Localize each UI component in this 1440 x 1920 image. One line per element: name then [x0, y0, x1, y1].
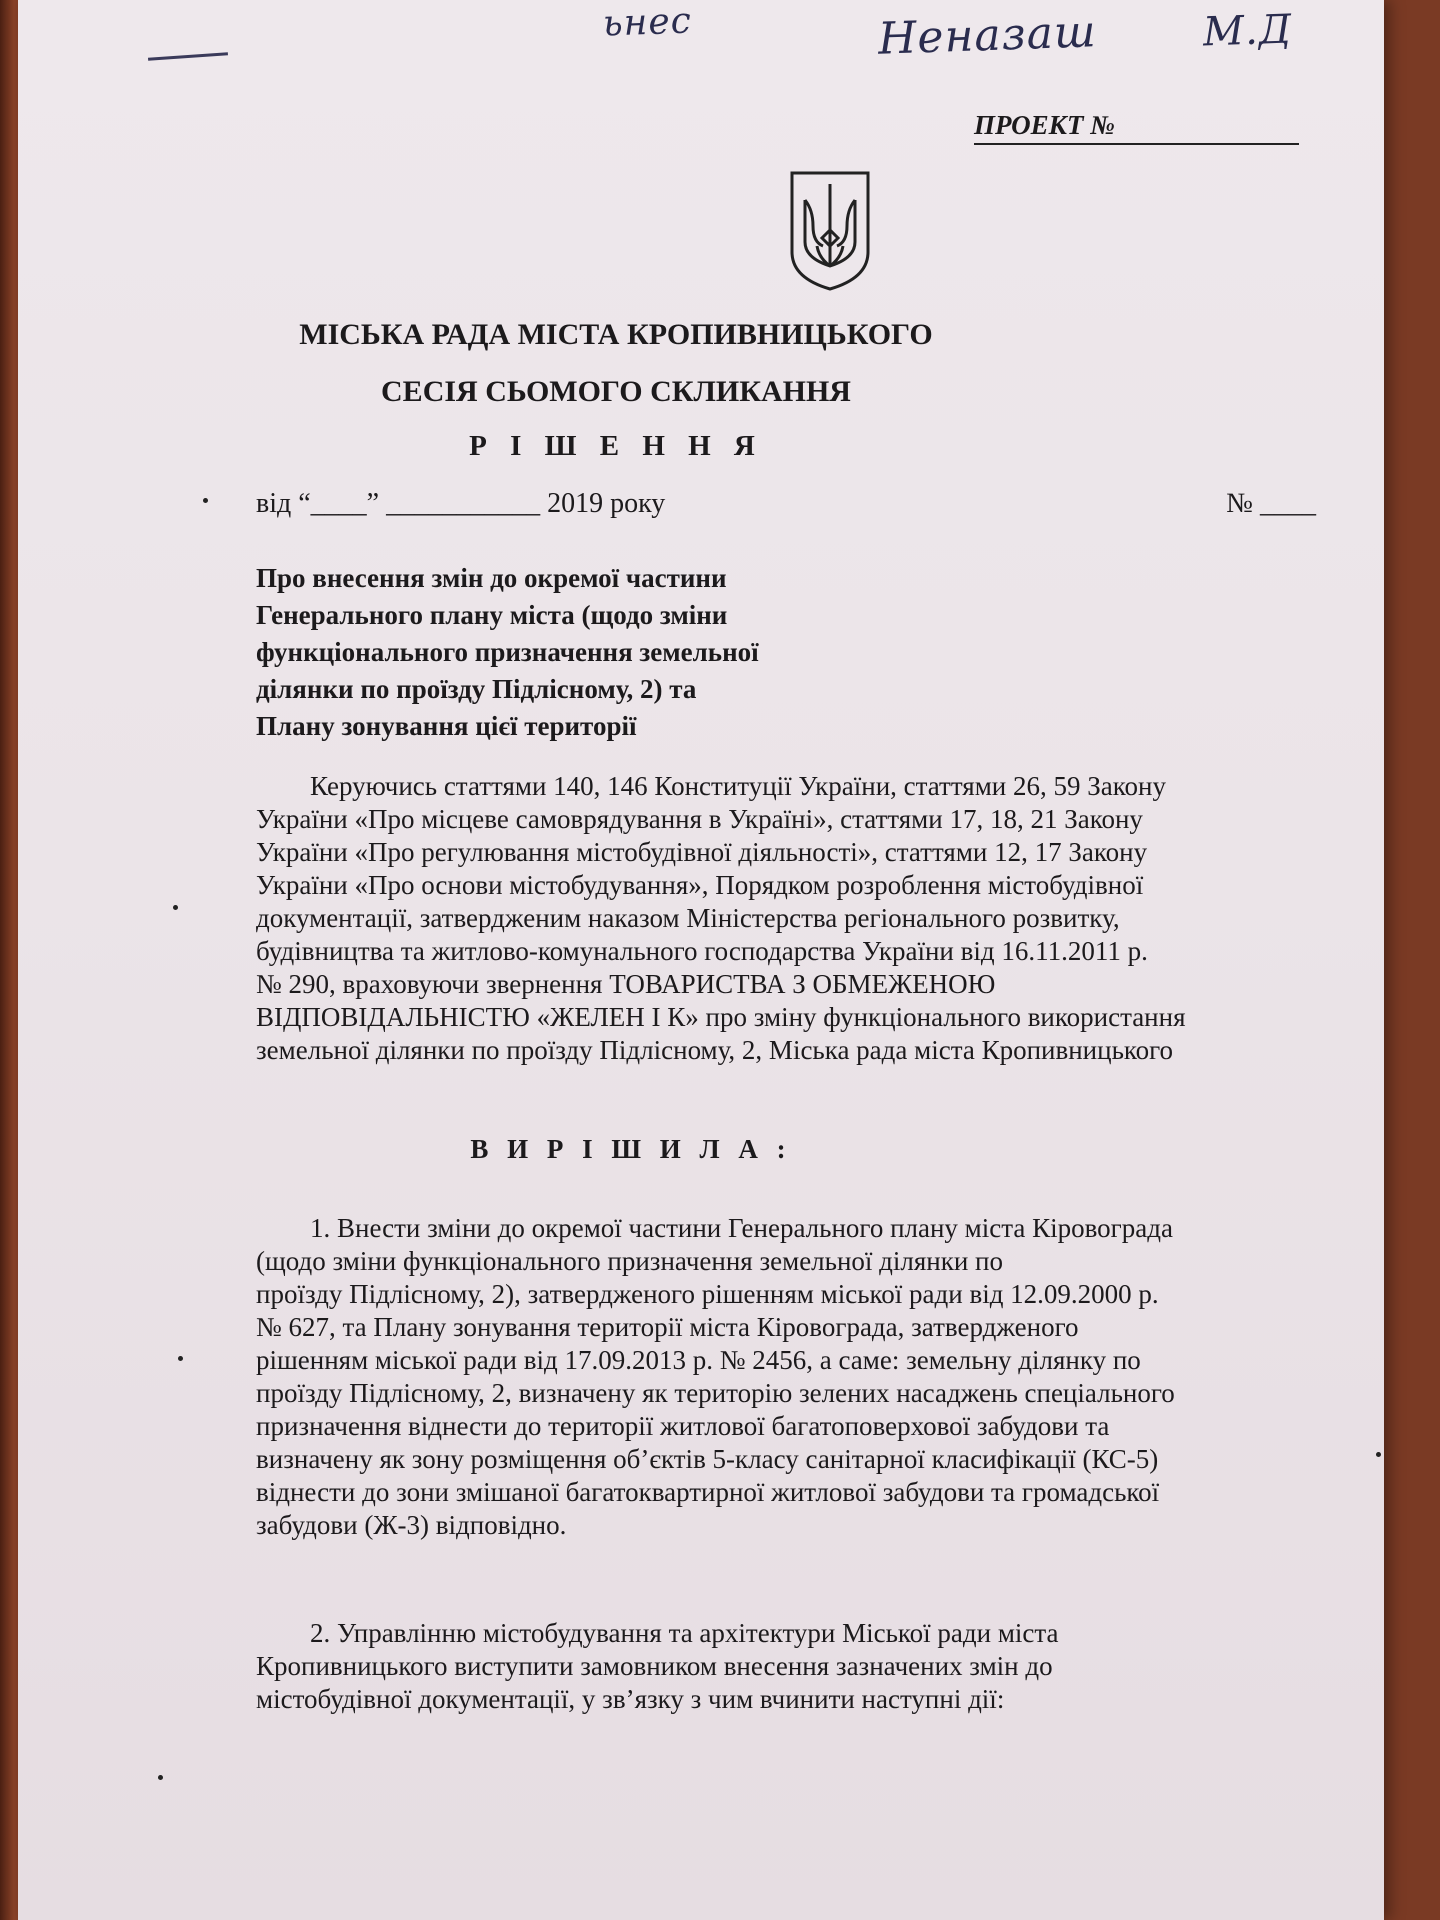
scan-speck [173, 905, 178, 910]
subject-line: Плану зонування цієї території [256, 711, 637, 741]
subject-line: Генерального плану міста (щодо зміни [256, 600, 728, 630]
item-1-paragraph [256, 1212, 1356, 1542]
subject-line: ділянки по проїзду Підлісному, 2) та [256, 674, 697, 704]
text-line: визначену як зону розміщення об’єктів 5-класу санітарної класифікації (КС-5) [256, 1444, 1159, 1474]
text-line: рішенням міської ради від 17.09.2013 р. № 2456, а саме: земельну ділянку по [256, 1345, 1141, 1375]
scan-speck [1376, 1452, 1381, 1457]
handwritten-note: ьнес [602, 0, 693, 45]
text-line: документації, затвердженим наказом Міністерства регіонального розвитку, [256, 903, 1120, 933]
text-line: № 627, та Плану зонування території міста Кіровограда, затвердженого [256, 1312, 1079, 1342]
text-line: України «Про основи містобудування», Порядком розроблення містобудівної [256, 870, 1144, 900]
document-page [18, 0, 1384, 1920]
text-line: (щодо зміни функціонального призначення земельної ділянки по [256, 1246, 1004, 1276]
preamble-paragraph [256, 770, 1356, 1067]
text-line: України «Про регулювання містобудівної діяльності», статтями 12, 17 Закону [256, 837, 1148, 867]
handwritten-signature: Неназаш [877, 6, 1098, 65]
handwritten-initials: М.Д [1202, 6, 1293, 56]
subject-line: функціонального призначення земельної [256, 637, 759, 667]
text-line: земельної ділянки по проїзду Підлісному, 2, Міська рада міста Кропивницького [256, 1035, 1174, 1065]
text-line: Керуючись статтями 140, 146 Конституції України, статтями 26, 59 Закону [256, 771, 1166, 801]
decision-subject [256, 560, 906, 745]
subject-line: Про внесення змін до окремої частини [256, 563, 727, 593]
text-line: ВІДПОВІДАЛЬНІСТЮ «ЖЕЛЕН І К» про зміну функціонального використання [256, 1002, 1186, 1032]
text-line: 1. Внести зміни до окремої частини Генерального плану міста Кіровограда [256, 1213, 1173, 1243]
session-title: СЕСІЯ СЬОМОГО СКЛИКАННЯ [381, 375, 851, 408]
text-line: Кропивницького виступити замовником внесення зазначених змін до [256, 1651, 1053, 1681]
decision-number: № ____ [1226, 488, 1316, 519]
text-line: № 290, враховуючи звернення ТОВАРИСТВА З ОБМЕЖЕНОЮ [256, 969, 996, 999]
pen-mark [148, 52, 228, 61]
scan-speck [203, 498, 208, 503]
decision-title: Р І Ш Е Н Н Я [469, 430, 763, 462]
text-line: призначення віднести до території житлової багатоповерхової забудови та [256, 1411, 1110, 1441]
text-line: України «Про місцеве самоврядування в Україні», статтями 17, 18, 21 Закону [256, 804, 1143, 834]
text-line: 2. Управлінню містобудування та архітектури Міської ради міста [256, 1618, 1059, 1648]
text-line: віднести до зони змішаної багатоквартирної житлової забудови та громадської [256, 1477, 1160, 1507]
text-line: містобудівної документації, у зв’язку з чим вчинити наступні дії: [256, 1684, 1005, 1714]
text-line: забудови (Ж-3) відповідно. [256, 1510, 567, 1540]
text-line: проїзду Підлісному, 2, визначену як територію зелених насаджень спеціального [256, 1378, 1175, 1408]
scan-speck [178, 1356, 183, 1361]
decided-heading: В И Р І Ш И Л А : [470, 1134, 792, 1164]
scan-speck [158, 1775, 163, 1780]
text-line: проїзду Підлісному, 2), затвердженого рішенням міської ради від 12.09.2000 р. [256, 1279, 1159, 1309]
date-line [256, 488, 1316, 520]
text-line: будівництва та житлово-комунального господарства України від 16.11.2011 р. [256, 936, 1148, 966]
item-2-paragraph [256, 1617, 1356, 1716]
council-title: МІСЬКА РАДА МІСТА КРОПИВНИЦЬКОГО [299, 318, 933, 351]
coat-of-arms-icon [789, 170, 871, 292]
decision-date: від “____” ___________ 2019 року [256, 488, 666, 519]
project-number-label: ПРОЕКТ № [974, 110, 1299, 145]
